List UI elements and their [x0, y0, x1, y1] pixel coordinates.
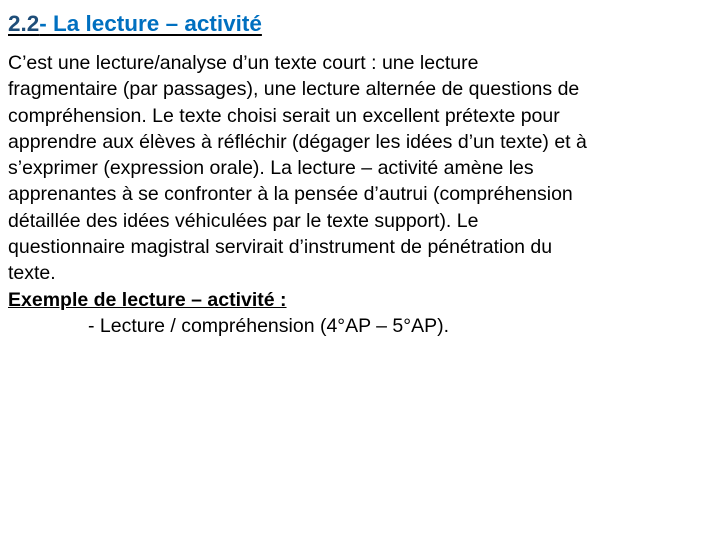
paragraph-line: C’est une lecture/analyse d’un texte court : une lecture	[8, 52, 479, 74]
paragraph-line: s’exprimer (expression orale). La lecture – activité amène les	[8, 157, 534, 180]
paragraph-line: questionnaire magistral servirait d’instrument de pénétration du	[8, 236, 553, 259]
title-number: 2.2	[8, 11, 40, 36]
paragraph-line: apprenantes à se confronter à la pensée d’autrui (compréhension	[8, 183, 573, 206]
paragraph-line: détaillée des idées véhiculées par le texte support). Le	[8, 209, 479, 232]
paragraph-line: texte.	[8, 262, 56, 285]
slide-title	[8, 6, 262, 42]
title-text: - La lecture – activité	[39, 11, 262, 36]
example-heading: Exemple de lecture – activité :	[8, 288, 287, 311]
paragraph-line: compréhension. Le texte choisi serait un excellent prétexte pour	[8, 104, 560, 127]
slide-body	[8, 50, 714, 339]
example-item: - Lecture / compréhension (4°AP – 5°AP).	[88, 314, 449, 337]
paragraph-line: apprendre aux élèves à réfléchir (dégager les idées d’un texte) et à	[8, 130, 587, 153]
paragraph-line: fragmentaire (par passages), une lecture alternée de questions de	[8, 78, 580, 101]
